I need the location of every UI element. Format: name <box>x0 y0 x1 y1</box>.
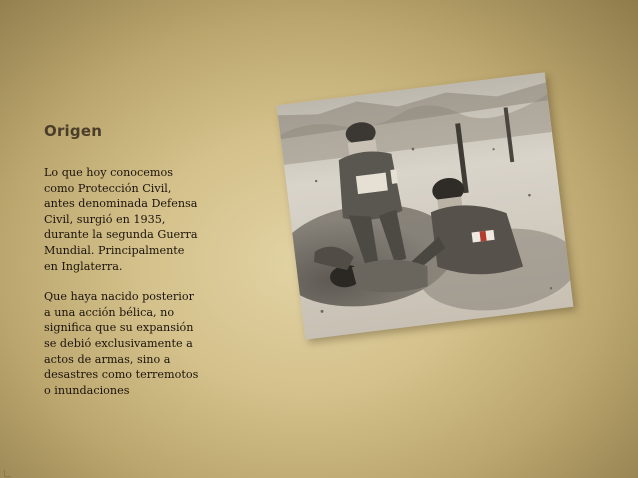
paragraph-origin: Lo que hoy conocemos como Protección Civil, antes denominada Defensa Civil, surgió en 1935, durante la segunda Guerra Mundial. Principalmente en Inglaterra. <box>44 166 198 273</box>
corner-mark <box>4 470 11 477</box>
slide-title: Origen <box>44 122 103 140</box>
photo-illustration <box>277 72 574 339</box>
slide-body <box>44 165 209 413</box>
wartime-medic-photo <box>277 72 574 339</box>
paragraph-expansion: Que haya nacido posterior a una acción bélica, no significa que su expansión se debió exclusivamente a actos de armas, sino a desastres como terremotos o inundaciones <box>44 290 199 397</box>
